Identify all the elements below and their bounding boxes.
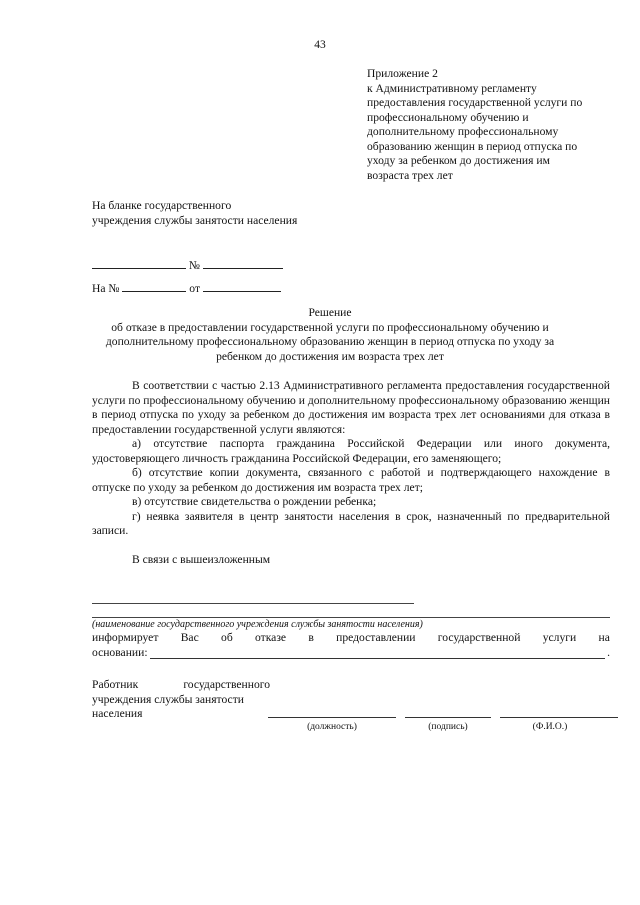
registration-number-row bbox=[92, 257, 283, 274]
worker-signature-label bbox=[92, 678, 270, 722]
number-field[interactable] bbox=[203, 257, 283, 269]
title-line: дополнительному профессиональному образованию женщин в период отпуска по уходу за bbox=[105, 335, 555, 348]
refusal-reason-d: г) неявка заявителя в центр занятости населения в срок, назначенный по предварительной записи. bbox=[92, 509, 610, 537]
inform-word: отказе bbox=[255, 631, 287, 644]
date-field[interactable] bbox=[92, 257, 186, 269]
reference-number-row bbox=[92, 280, 281, 297]
inform-word: в bbox=[308, 631, 314, 644]
appendix-header bbox=[367, 67, 617, 183]
institution-line-short[interactable] bbox=[92, 603, 414, 604]
worker-line: учреждения службы занятости bbox=[92, 692, 244, 706]
basis-end: . bbox=[607, 646, 610, 659]
basis-field[interactable] bbox=[150, 647, 606, 659]
title-heading: Решение bbox=[308, 306, 352, 319]
basis-label: основании: bbox=[92, 646, 148, 659]
inform-word: на bbox=[598, 631, 610, 644]
inform-word: об bbox=[221, 631, 233, 644]
refusal-reason-a: а) отсутствие паспорта гражданина Российской Федерации или иного документа, удостоверяющего личность гражданина Российской Федерации, его заменяющего; bbox=[92, 437, 610, 465]
basis-row bbox=[92, 646, 610, 661]
ref-date-field[interactable] bbox=[203, 280, 281, 292]
title-line: ребенком до достижения им возраста трех лет bbox=[216, 349, 444, 363]
inform-word: Вас bbox=[180, 631, 199, 644]
inform-row bbox=[92, 631, 610, 646]
from-label: от bbox=[189, 282, 201, 295]
appendix-line: дополнительному профессиональному bbox=[367, 125, 559, 138]
refusal-reason-c: в) отсутствие свидетельства о рождении ребенка; bbox=[132, 495, 377, 508]
appendix-line: образованию женщин в период отпуска по bbox=[367, 139, 578, 153]
ref-label: На № bbox=[92, 282, 120, 295]
worker-line: населения bbox=[92, 707, 143, 720]
appendix-line: профессиональному обучению и bbox=[367, 110, 529, 124]
signature-line[interactable] bbox=[405, 717, 491, 718]
appendix-line: предоставления государственной услуги по bbox=[367, 96, 583, 109]
intro-paragraph: В соответствии с частью 2.13 Административного регламента предоставления государственной услуги по профессиональному обучению и дополнительному профессиональному образованию женщин в период отпуска по уходу за ребенком до достижения им возраста трех лет основаниями для отказа в предоставлении государственной услуги являются: bbox=[92, 379, 610, 436]
appendix-line: Приложение 2 bbox=[367, 67, 438, 80]
full-name-caption: (Ф.И.О.) bbox=[532, 722, 568, 732]
inform-word: государственной bbox=[437, 631, 521, 644]
document-title bbox=[80, 306, 580, 364]
letterhead-line: учреждения службы занятости населения bbox=[92, 213, 298, 227]
appendix-line: уходу за ребенком до достижения им bbox=[367, 154, 550, 167]
letterhead-line: На бланке государственного bbox=[92, 199, 232, 212]
worker-line-1 bbox=[92, 678, 270, 693]
full-name-line[interactable] bbox=[500, 717, 618, 718]
ref-number-field[interactable] bbox=[122, 280, 186, 292]
inform-word: услуги bbox=[542, 631, 577, 644]
position-line[interactable] bbox=[268, 717, 396, 718]
in-connection-text: В связи с вышеизложенным bbox=[132, 552, 271, 566]
refusal-reason-b: б) отсутствие копии документа, связанного с работой и подтверждающего нахождение в отпуске по уходу за ребенком до достижения им возраста трех лет; bbox=[92, 466, 610, 494]
worker-word: государственного bbox=[183, 678, 270, 691]
document-body bbox=[92, 379, 610, 567]
signature-caption: (подпись) bbox=[428, 722, 468, 732]
worker-word: Работник bbox=[92, 678, 139, 691]
inform-word: предоставлении bbox=[336, 631, 416, 644]
title-line: об отказе в предоставлении государственной услуги по профессиональному обучению и bbox=[111, 320, 549, 334]
appendix-line: возраста трех лет bbox=[367, 168, 453, 182]
appendix-line: к Административному регламенту bbox=[367, 81, 537, 95]
page-number: 43 bbox=[314, 39, 326, 51]
inform-word: информирует bbox=[92, 631, 159, 644]
position-caption: (должность) bbox=[307, 722, 357, 732]
institution-caption: (наименование государственного учреждения службы занятости населения) bbox=[92, 619, 423, 630]
number-label: № bbox=[188, 259, 200, 272]
letterhead-note bbox=[92, 199, 352, 228]
